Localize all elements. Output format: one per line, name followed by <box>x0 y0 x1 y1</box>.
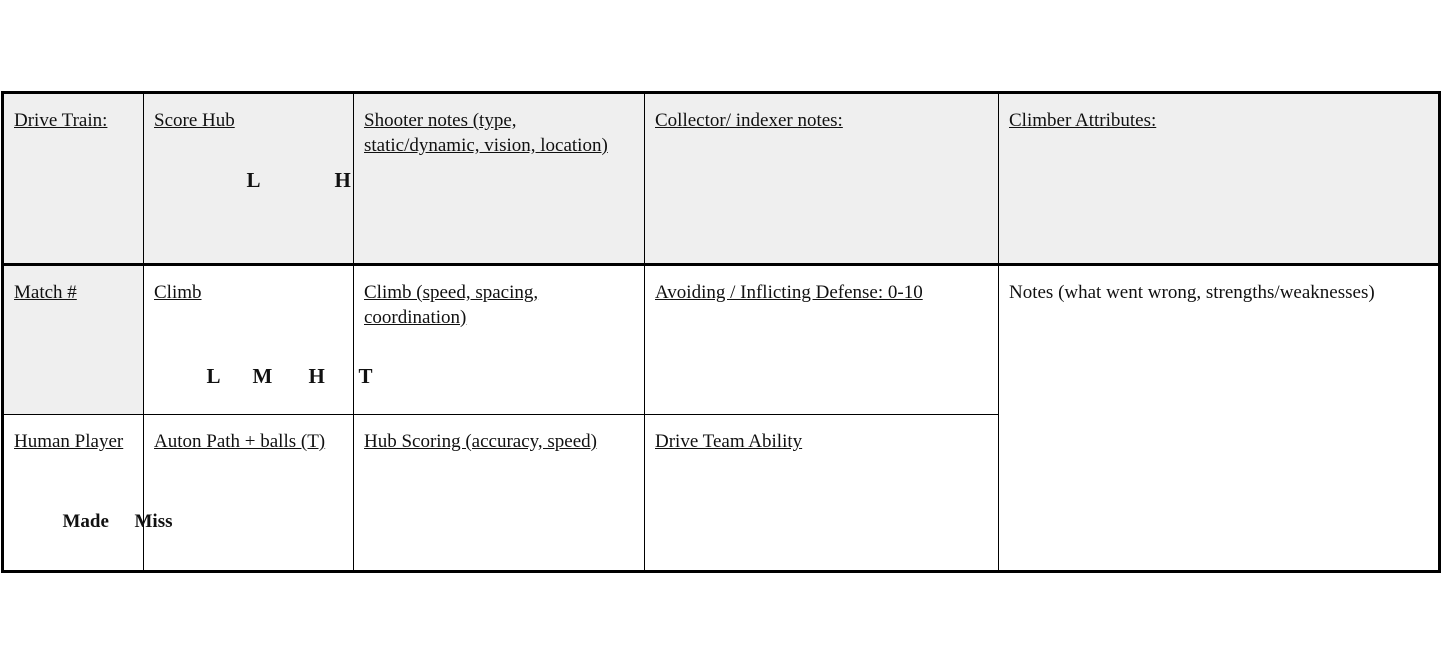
human-player-option-made[interactable]: Made <box>62 511 109 532</box>
match-number-cell[interactable] <box>3 265 144 415</box>
climber-attributes-cell[interactable] <box>999 93 1440 265</box>
defense-label: Avoiding / Inflicting Defense: 0-10 <box>655 282 923 303</box>
collector-notes-cell[interactable] <box>645 93 999 265</box>
climb-option-mid[interactable]: M <box>252 364 273 388</box>
auton-path-label: Auton Path + balls (T) <box>154 431 326 452</box>
climber-attributes-label: Climber Attributes: <box>1009 110 1157 131</box>
climb-cell[interactable] <box>144 265 373 415</box>
score-hub-options <box>154 143 351 218</box>
drive-train-label: Drive Train: <box>14 110 108 131</box>
climb-details-cell[interactable] <box>354 265 645 415</box>
hub-scoring-label: Hub Scoring (accuracy, speed) <box>364 431 598 452</box>
collector-notes-label: Collector/ indexer notes: <box>655 110 843 131</box>
middle-row <box>3 265 1440 415</box>
scouting-sheet <box>1 91 1438 557</box>
climb-options <box>154 339 373 414</box>
score-hub-cell[interactable] <box>144 93 354 265</box>
scouting-table <box>1 91 1441 573</box>
drive-train-cell[interactable] <box>3 93 144 265</box>
defense-cell[interactable] <box>645 265 999 415</box>
hub-scoring-cell[interactable] <box>354 415 645 572</box>
climb-label: Climb <box>154 282 202 303</box>
notes-label: Notes (what went wrong, strengths/weaknesses) <box>1009 282 1375 303</box>
shooter-notes-label: Shooter notes (type, static/dynamic, vision, location) <box>364 110 608 156</box>
score-hub-option-high[interactable]: H <box>334 168 351 192</box>
drive-team-label: Drive Team Ability <box>655 431 803 452</box>
climb-details-label: Climb (speed, spacing, coordination) <box>364 282 539 328</box>
score-hub-label: Score Hub <box>154 110 235 131</box>
header-row <box>3 93 1440 265</box>
human-player-option-miss[interactable]: Miss <box>134 511 173 532</box>
human-player-options <box>14 484 173 559</box>
shooter-notes-cell[interactable] <box>354 93 645 265</box>
climb-option-low[interactable]: L <box>206 364 221 388</box>
notes-cell[interactable] <box>999 265 1440 572</box>
match-number-label: Match # <box>14 282 77 303</box>
climb-option-traversal[interactable]: T <box>358 364 373 388</box>
climb-option-high[interactable]: H <box>308 364 325 388</box>
drive-team-cell[interactable] <box>645 415 999 572</box>
score-hub-option-low[interactable]: L <box>246 168 261 192</box>
human-player-label: Human Player <box>14 431 124 452</box>
human-player-cell[interactable] <box>3 415 173 572</box>
auton-path-cell[interactable] <box>144 415 354 572</box>
